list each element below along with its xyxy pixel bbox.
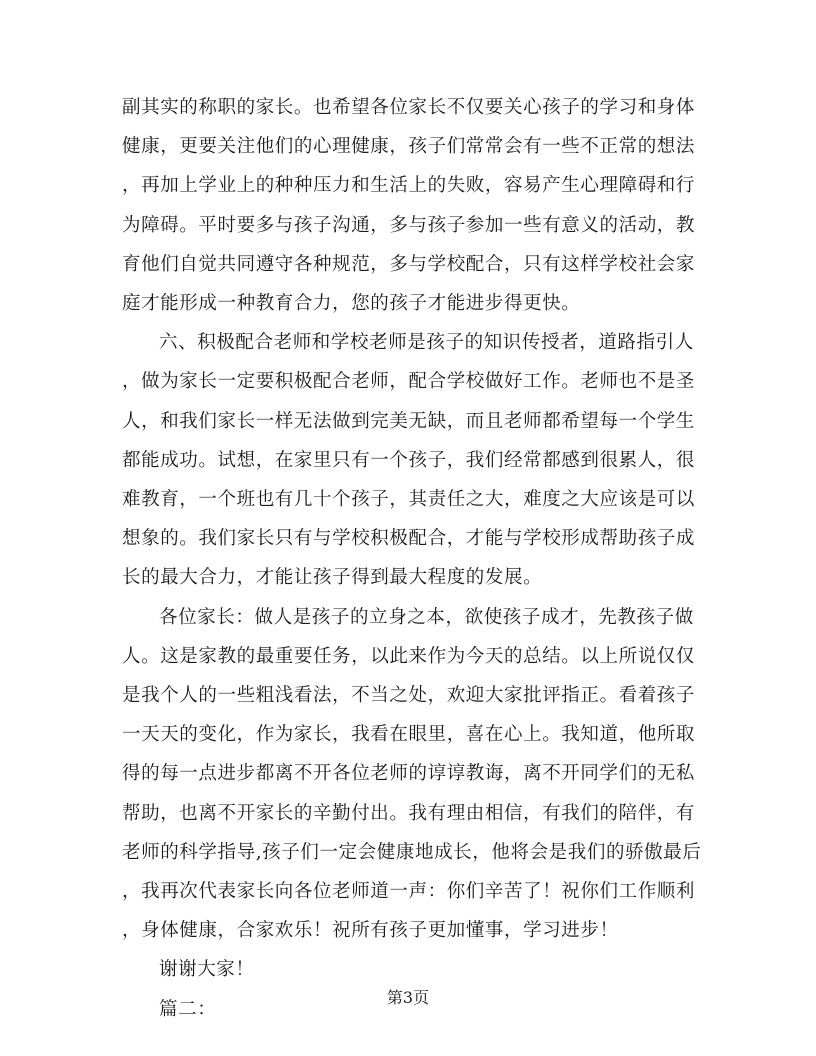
text-line: ，身体健康，合家欢乐！祝所有孩子更加懂事，学习进步！ (122, 920, 619, 942)
text-line: 健康，更要关注他们的心理健康，孩子们常常会有一些不正常的想法 (122, 136, 696, 158)
text-line: 人。这是家教的最重要任务，以此来作为今天的总结。以上所说仅仅 (122, 645, 696, 667)
text-line: ，我再次代表家长向各位老师道一声：你们辛苦了！祝你们工作顺利 (122, 881, 696, 902)
text-line: 长的最大合力，才能让孩子得到最大程度的发展。 (122, 567, 543, 589)
text-line: 得的每一点进步都离不开各位老师的谆谆教诲，离不开同学们的无私 (122, 763, 696, 785)
paragraph-start-line: 六、积极配合老师和学校老师是孩子的知识传授者，道路指引人 (159, 332, 694, 354)
text-line: ，做为家长一定要积极配合老师，配合学校做好工作。老师也不是圣 (122, 371, 696, 393)
closing-thanks: 谢谢大家！ (159, 959, 255, 981)
text-line: 庭才能形成一种教育合力，您的孩子才能进步得更快。 (122, 293, 581, 314)
paragraph-start-line: 各位家长：做人是孩子的立身之本，欲使孩子成才，先教孩子做 (159, 606, 694, 628)
text-line: 都能成功。试想，在家里只有一个孩子，我们经常都感到很累人，很 (122, 449, 696, 471)
section-heading: 篇二： (159, 998, 217, 1020)
text-line: 人，和我们家长一样无法做到完美无缺，而且老师都希望每一个学生 (122, 410, 696, 432)
text-line: 想象的。我们家长只有与学校积极配合，才能与学校形成帮助孩子成 (122, 528, 696, 550)
text-line: 帮助，也离不开家长的辛勤付出。我有理由相信，有我们的陪伴，有 (122, 802, 696, 824)
page-number: 第3页 (386, 988, 430, 1007)
text-line: ，再加上学业上的种种压力和生活上的失败，容易产生心理障碍和行 (122, 175, 696, 197)
text-line: 难教育，一个班也有几十个孩子，其责任之大，难度之大应该是可以 (122, 489, 696, 510)
text-line: 老师的科学指导,孩子们一定会健康地成长，他将会是我们的骄傲最后 (122, 841, 702, 863)
text-line: 育他们自觉共同遵守各种规范，多与学校配合，只有这样学校社会家 (122, 253, 696, 275)
text-line: 为障碍。平时要多与孩子沟通，多与孩子参加一些有意义的活动，教 (122, 214, 696, 236)
text-line: 一天天的变化，作为家长，我看在眼里，喜在心上。我知道，他所取 (122, 724, 696, 746)
text-line: 是我个人的一些粗浅看法，不当之处，欢迎大家批评指正。看着孩子 (122, 685, 696, 706)
text-line: 副其实的称职的家长。也希望各位家长不仅要关心孩子的学习和身体 (122, 97, 696, 118)
